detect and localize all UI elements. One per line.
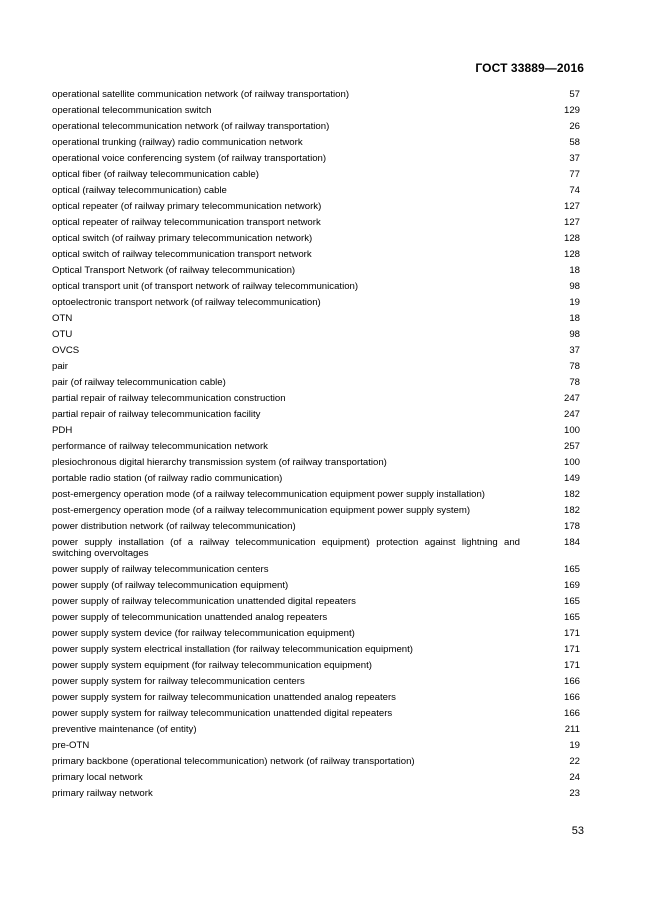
- index-entry: [52, 217, 580, 233]
- index-page-ref: 100: [563, 425, 580, 436]
- index-page-ref: 127: [563, 217, 580, 228]
- index-page-ref: 171: [563, 644, 580, 655]
- index-term: OTU: [52, 329, 73, 340]
- index-term: Optical Transport Network (of railway telecommunication): [52, 265, 296, 276]
- index-entry: [52, 628, 580, 644]
- index-page-ref: 26: [569, 121, 580, 132]
- index-term: performance of railway telecommunication network: [52, 441, 268, 452]
- index-entry: [52, 537, 580, 564]
- index-entry: [52, 153, 580, 169]
- index-entry: [52, 313, 580, 329]
- index-page-ref: 166: [563, 676, 580, 687]
- document-header: ГОСТ 33889—2016: [475, 61, 584, 75]
- index-entry: [52, 377, 580, 393]
- index-term: power supply of railway telecommunication centers: [52, 564, 269, 575]
- index-entry: [52, 441, 580, 457]
- index-page-ref: 18: [569, 265, 580, 276]
- index-entry: [52, 756, 580, 772]
- index-term: partial repair of railway telecommunication construction: [52, 393, 286, 404]
- index-term: operational satellite communication network (of railway transportation): [52, 89, 350, 100]
- index-term: power distribution network (of railway telecommunication): [52, 521, 296, 532]
- index-page-ref: 169: [563, 580, 580, 591]
- index-entry: [52, 121, 580, 137]
- index-term: primary railway network: [52, 788, 153, 799]
- alphabetical-index: [52, 89, 580, 804]
- index-page-ref: 128: [563, 249, 580, 260]
- index-term: OTN: [52, 313, 73, 324]
- index-entry: [52, 297, 580, 313]
- index-term: power supply system for railway telecommunication centers: [52, 676, 305, 687]
- index-page-ref: 149: [563, 473, 580, 484]
- index-term: optical repeater (of railway primary telecommunication network): [52, 201, 322, 212]
- index-term: power supply system electrical installation (for railway telecommunication equipment): [52, 644, 413, 655]
- index-page-ref: 37: [569, 345, 580, 356]
- index-entry: [52, 457, 580, 473]
- index-page-ref: 211: [564, 724, 580, 735]
- index-page-ref: 19: [569, 297, 580, 308]
- index-term: pre-OTN: [52, 740, 90, 751]
- index-page-ref: 171: [563, 660, 580, 671]
- index-page-ref: 74: [569, 185, 580, 196]
- index-page-ref: 247: [563, 393, 580, 404]
- index-term: primary local network: [52, 772, 143, 783]
- index-entry: [52, 788, 580, 804]
- index-term: power supply (of railway telecommunication equipment): [52, 580, 289, 591]
- index-term: power supply system device (for railway telecommunication equipment): [52, 628, 355, 639]
- index-entry: [52, 724, 580, 740]
- index-term: primary backbone (operational telecommunication) network (of railway transportation): [52, 756, 415, 767]
- index-page-ref: 78: [569, 377, 580, 388]
- index-page-ref: 22: [569, 756, 580, 767]
- index-term: optical (railway telecommunication) cable: [52, 185, 227, 196]
- index-entry: [52, 361, 580, 377]
- index-page-ref: 182: [563, 505, 580, 516]
- index-entry: [52, 105, 580, 121]
- index-entry: [52, 409, 580, 425]
- index-term: operational voice conferencing system (of railway transportation): [52, 153, 327, 164]
- index-page-ref: 247: [563, 409, 580, 420]
- index-entry: [52, 345, 580, 361]
- index-term: pair (of railway telecommunication cable): [52, 377, 226, 388]
- index-entry: [52, 169, 580, 185]
- index-entry: [52, 393, 580, 409]
- index-page-ref: 129: [563, 105, 580, 116]
- index-page-ref: 58: [569, 137, 580, 148]
- index-term: optical repeater of railway telecommunication transport network: [52, 217, 321, 228]
- index-term: power supply system equipment (for railway telecommunication equipment): [52, 660, 372, 671]
- index-page-ref: 77: [569, 169, 580, 180]
- index-entry: [52, 612, 580, 628]
- index-term: post-emergency operation mode (of a railway telecommunication equipment power supply system): [52, 505, 471, 516]
- index-page-ref: 18: [569, 313, 580, 324]
- index-entry: [52, 708, 580, 724]
- index-term: OVCS: [52, 345, 80, 356]
- index-entry: [52, 249, 580, 265]
- index-term: power supply of telecommunication unattended analog repeaters: [52, 612, 328, 623]
- index-page-ref: 78: [569, 361, 580, 372]
- index-term: power supply system for railway telecommunication unattended analog repeaters: [52, 692, 396, 703]
- index-term: operational telecommunication network (of railway transportation): [52, 121, 330, 132]
- index-page-ref: 166: [563, 708, 580, 719]
- index-term: portable radio station (of railway radio communication): [52, 473, 283, 484]
- index-term: power supply installation (of a railway telecommunication equipment) protection against lightning and switching overvoltages: [52, 537, 520, 559]
- index-term: optoelectronic transport network (of railway telecommunication): [52, 297, 321, 308]
- index-entry: [52, 425, 580, 441]
- index-entry: [52, 137, 580, 153]
- index-page-ref: 128: [563, 233, 580, 244]
- index-page-ref: 98: [569, 329, 580, 340]
- index-term: operational trunking (railway) radio communication network: [52, 137, 303, 148]
- index-page-ref: 184: [563, 537, 580, 548]
- index-entry: [52, 505, 580, 521]
- index-term: optical switch of railway telecommunication transport network: [52, 249, 312, 260]
- index-page-ref: 24: [569, 772, 580, 783]
- index-entry: [52, 772, 580, 788]
- index-page-ref: 166: [563, 692, 580, 703]
- index-entry: [52, 201, 580, 217]
- index-entry: [52, 185, 580, 201]
- index-page-ref: 57: [569, 89, 580, 100]
- index-entry: [52, 596, 580, 612]
- index-page-ref: 23: [569, 788, 580, 799]
- index-term: power supply of railway telecommunication unattended digital repeaters: [52, 596, 356, 607]
- index-term: PDH: [52, 425, 73, 436]
- index-entry: [52, 281, 580, 297]
- index-entry: [52, 740, 580, 756]
- index-page-ref: 257: [563, 441, 580, 452]
- index-term: plesiochronous digital hierarchy transmission system (of railway transportation): [52, 457, 387, 468]
- index-entry: [52, 89, 580, 105]
- index-term: power supply system for railway telecommunication unattended digital repeaters: [52, 708, 393, 719]
- index-page-ref: 182: [563, 489, 580, 500]
- index-page-ref: 165: [563, 612, 580, 623]
- index-entry: [52, 660, 580, 676]
- index-term: post-emergency operation mode (of a railway telecommunication equipment power supply installation): [52, 489, 486, 500]
- index-term: preventive maintenance (of entity): [52, 724, 197, 735]
- index-entry: [52, 489, 580, 505]
- index-page-ref: 37: [569, 153, 580, 164]
- index-term: partial repair of railway telecommunication facility: [52, 409, 261, 420]
- index-term: pair: [52, 361, 68, 372]
- index-term: optical transport unit (of transport network of railway telecommunication): [52, 281, 359, 292]
- index-page-ref: 178: [563, 521, 580, 532]
- index-entry: [52, 644, 580, 660]
- index-entry: [52, 692, 580, 708]
- index-entry: [52, 329, 580, 345]
- index-entry: [52, 265, 580, 281]
- index-entry: [52, 233, 580, 249]
- index-page-ref: 98: [569, 281, 580, 292]
- index-entry: [52, 473, 580, 489]
- index-page-ref: 171: [563, 628, 580, 639]
- index-page-ref: 127: [563, 201, 580, 212]
- page-number: 53: [571, 825, 584, 837]
- index-entry: [52, 521, 580, 537]
- index-page-ref: 19: [569, 740, 580, 751]
- index-term: operational telecommunication switch: [52, 105, 212, 116]
- index-entry: [52, 580, 580, 596]
- index-page-ref: 100: [563, 457, 580, 468]
- index-page-ref: 165: [563, 564, 580, 575]
- index-term: optical fiber (of railway telecommunication cable): [52, 169, 259, 180]
- index-term: optical switch (of railway primary telecommunication network): [52, 233, 313, 244]
- index-entry: [52, 564, 580, 580]
- index-entry: [52, 676, 580, 692]
- index-page-ref: 165: [563, 596, 580, 607]
